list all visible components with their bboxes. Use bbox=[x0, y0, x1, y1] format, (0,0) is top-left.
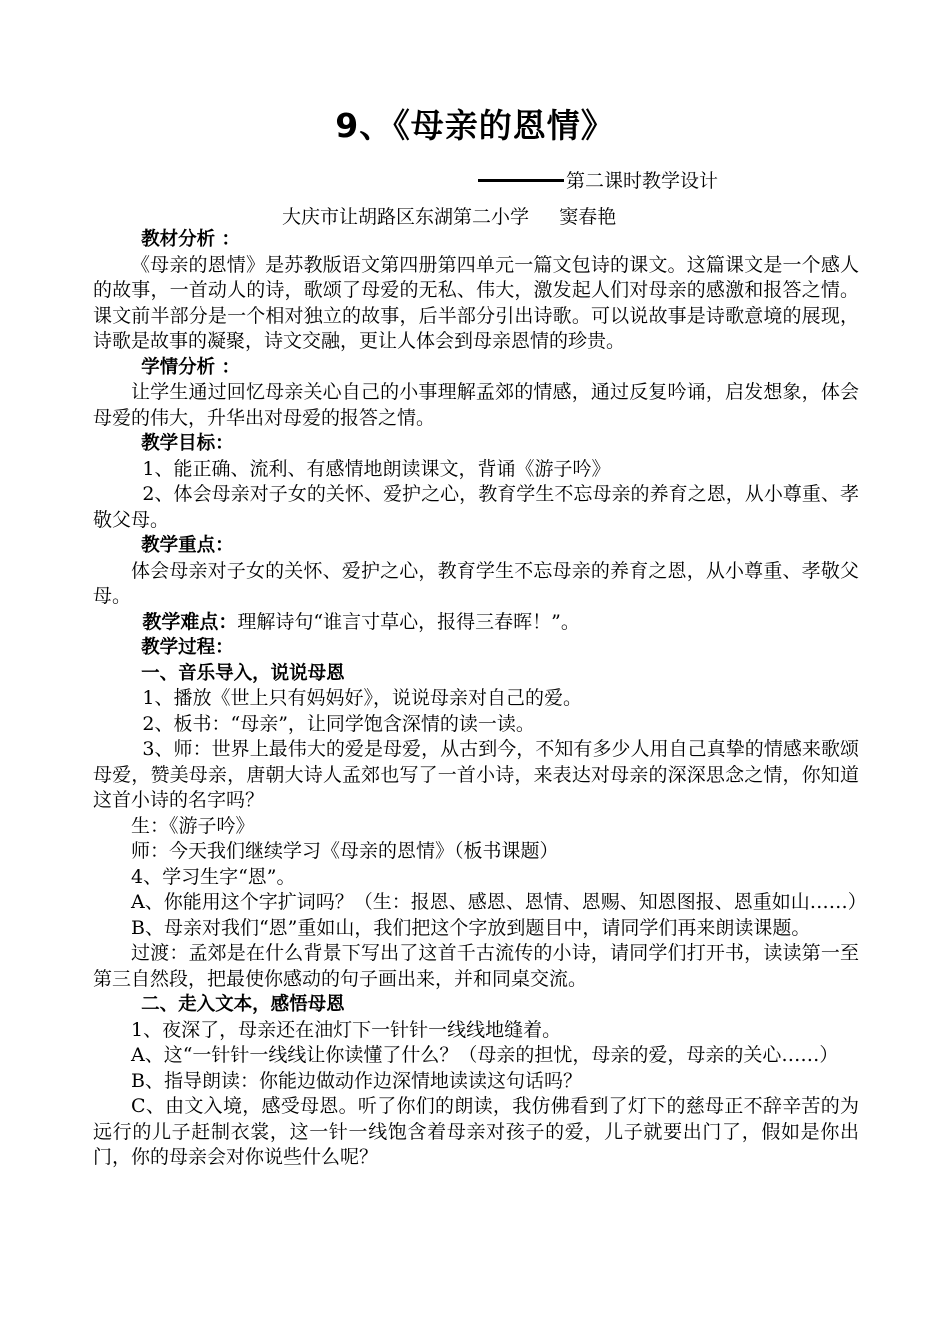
paragraph-key: 体会母亲对子女的关怀、爱护之心，教育学生不忘母亲的养育之恩，从小尊重、孝敬父母。 bbox=[93, 559, 859, 607]
paragraph-material: 《母亲的恩情》是苏教版语文第四册第四单元一篇文包诗的课文。这篇课文是一个感人的故事，一首动人的诗，歌颂了母爱的无私、伟大，激发起人们对母亲的感激和报答之情。课文前半部分是一个相对独立的故事，后半部分引出诗歌。可以说故事是诗歌意境的展现，诗歌是故事的凝聚，诗文交融，更让人体会到母亲恩情的珍贵。 bbox=[93, 253, 859, 352]
part1-item-a: A、你能用这个字扩词吗？（生：报恩、感恩、恩情、恩赐、知恩图报、恩重如山……） bbox=[131, 891, 867, 913]
part1-item-2: 2、板书：“母亲”，让同学饱含深情的读一读。 bbox=[142, 712, 535, 735]
part2-item-1: 1、夜深了，母亲还在油灯下一针针一线线地缝着。 bbox=[131, 1018, 562, 1041]
subtitle bbox=[478, 166, 718, 193]
section-heading-key: 教学重点： bbox=[141, 535, 234, 556]
part2-item-c: C、由文入境，感受母恩。听了你们的朗读，我仿佛看到了灯下的慈母正不辞辛苦的为远行的儿子赶制衣裳，这一针一线饱含着母亲对孩子的爱，儿子就要出门了，假如是你出门，你的母亲会对你说些什么呢？ bbox=[93, 1095, 859, 1168]
part1-item-3: 3、师：世界上最伟大的爱是母爱，从古到今，不知有多少人用自己真挚的情感来歌颂母爱，赞美母亲，唐朝大诗人孟郊也写了一首小诗，来表达对母亲的深深思念之情，你知道这首小诗的名字吗？ bbox=[93, 738, 859, 811]
part1-item-b: B、母亲对我们“恩”重如山，我们把这个字放到题目中，请同学们再来朗读课题。 bbox=[131, 916, 811, 939]
part1-item-1: 1、播放《世上只有妈妈好》，说说母亲对自己的爱。 bbox=[142, 687, 582, 709]
part1-transition: 过渡：孟郊是在什么背景下写出了这首千古流传的小诗，请同学们打开书，读读第一至第三自然段，把最使你感动的句子画出来，并和同桌交流。 bbox=[93, 942, 859, 990]
page-title: 9、《母亲的恩情》 bbox=[335, 106, 615, 145]
part1-item-4: 4、学习生字“恩”。 bbox=[131, 865, 296, 888]
part2-heading: 二、走入文本，感悟母恩 bbox=[141, 994, 345, 1015]
document-body bbox=[93, 227, 867, 1171]
part1-teacher-line: 师：今天我们继续学习《母亲的恩情》（板书课题） bbox=[131, 840, 559, 862]
goal-item-1: 1、能正确、流利、有感情地朗读课文，背诵《游子吟》 bbox=[142, 457, 611, 480]
section-heading-goals: 教学目标： bbox=[141, 433, 234, 454]
part1-heading: 一、音乐导入，说说母恩 bbox=[141, 662, 345, 684]
part2-item-a: A、这“一针针一线线让你读懂了什么？（母亲的担忧，母亲的爱，母亲的关心……） bbox=[131, 1044, 839, 1066]
paragraph-student: 让学生通过回忆母亲关心自己的小事理解孟郊的情感，通过反复吟诵，启发想象，体会母爱的伟大，升华出对母爱的报答之情。 bbox=[93, 381, 859, 429]
subtitle-text: 第二课时教学设计 bbox=[566, 170, 719, 192]
author-line: 大庆市让胡路区东湖第二小学 窦春艳 bbox=[282, 206, 617, 228]
difficulty-label: 教学难点： bbox=[142, 610, 238, 633]
section-heading-material: 教材分析 ： bbox=[141, 229, 241, 250]
goal-item-2: 2、体会母亲对子女的关怀、爱护之心，教育学生不忘母亲的养育之恩，从小尊重、孝敬父母。 bbox=[93, 483, 859, 531]
part1-student-answer: 生：《游子吟》 bbox=[131, 814, 255, 837]
section-heading-process: 教学过程： bbox=[141, 637, 234, 658]
section-heading-student: 学情分析 ： bbox=[141, 356, 241, 378]
paragraph-difficulty bbox=[93, 610, 859, 636]
difficulty-text: 理解诗句“谁言寸草心，报得三春晖！”。 bbox=[237, 610, 580, 633]
part2-item-b: B、指导朗读：你能边做动作边深情地读读这句话吗？ bbox=[131, 1069, 582, 1092]
subtitle-dash bbox=[478, 179, 564, 182]
